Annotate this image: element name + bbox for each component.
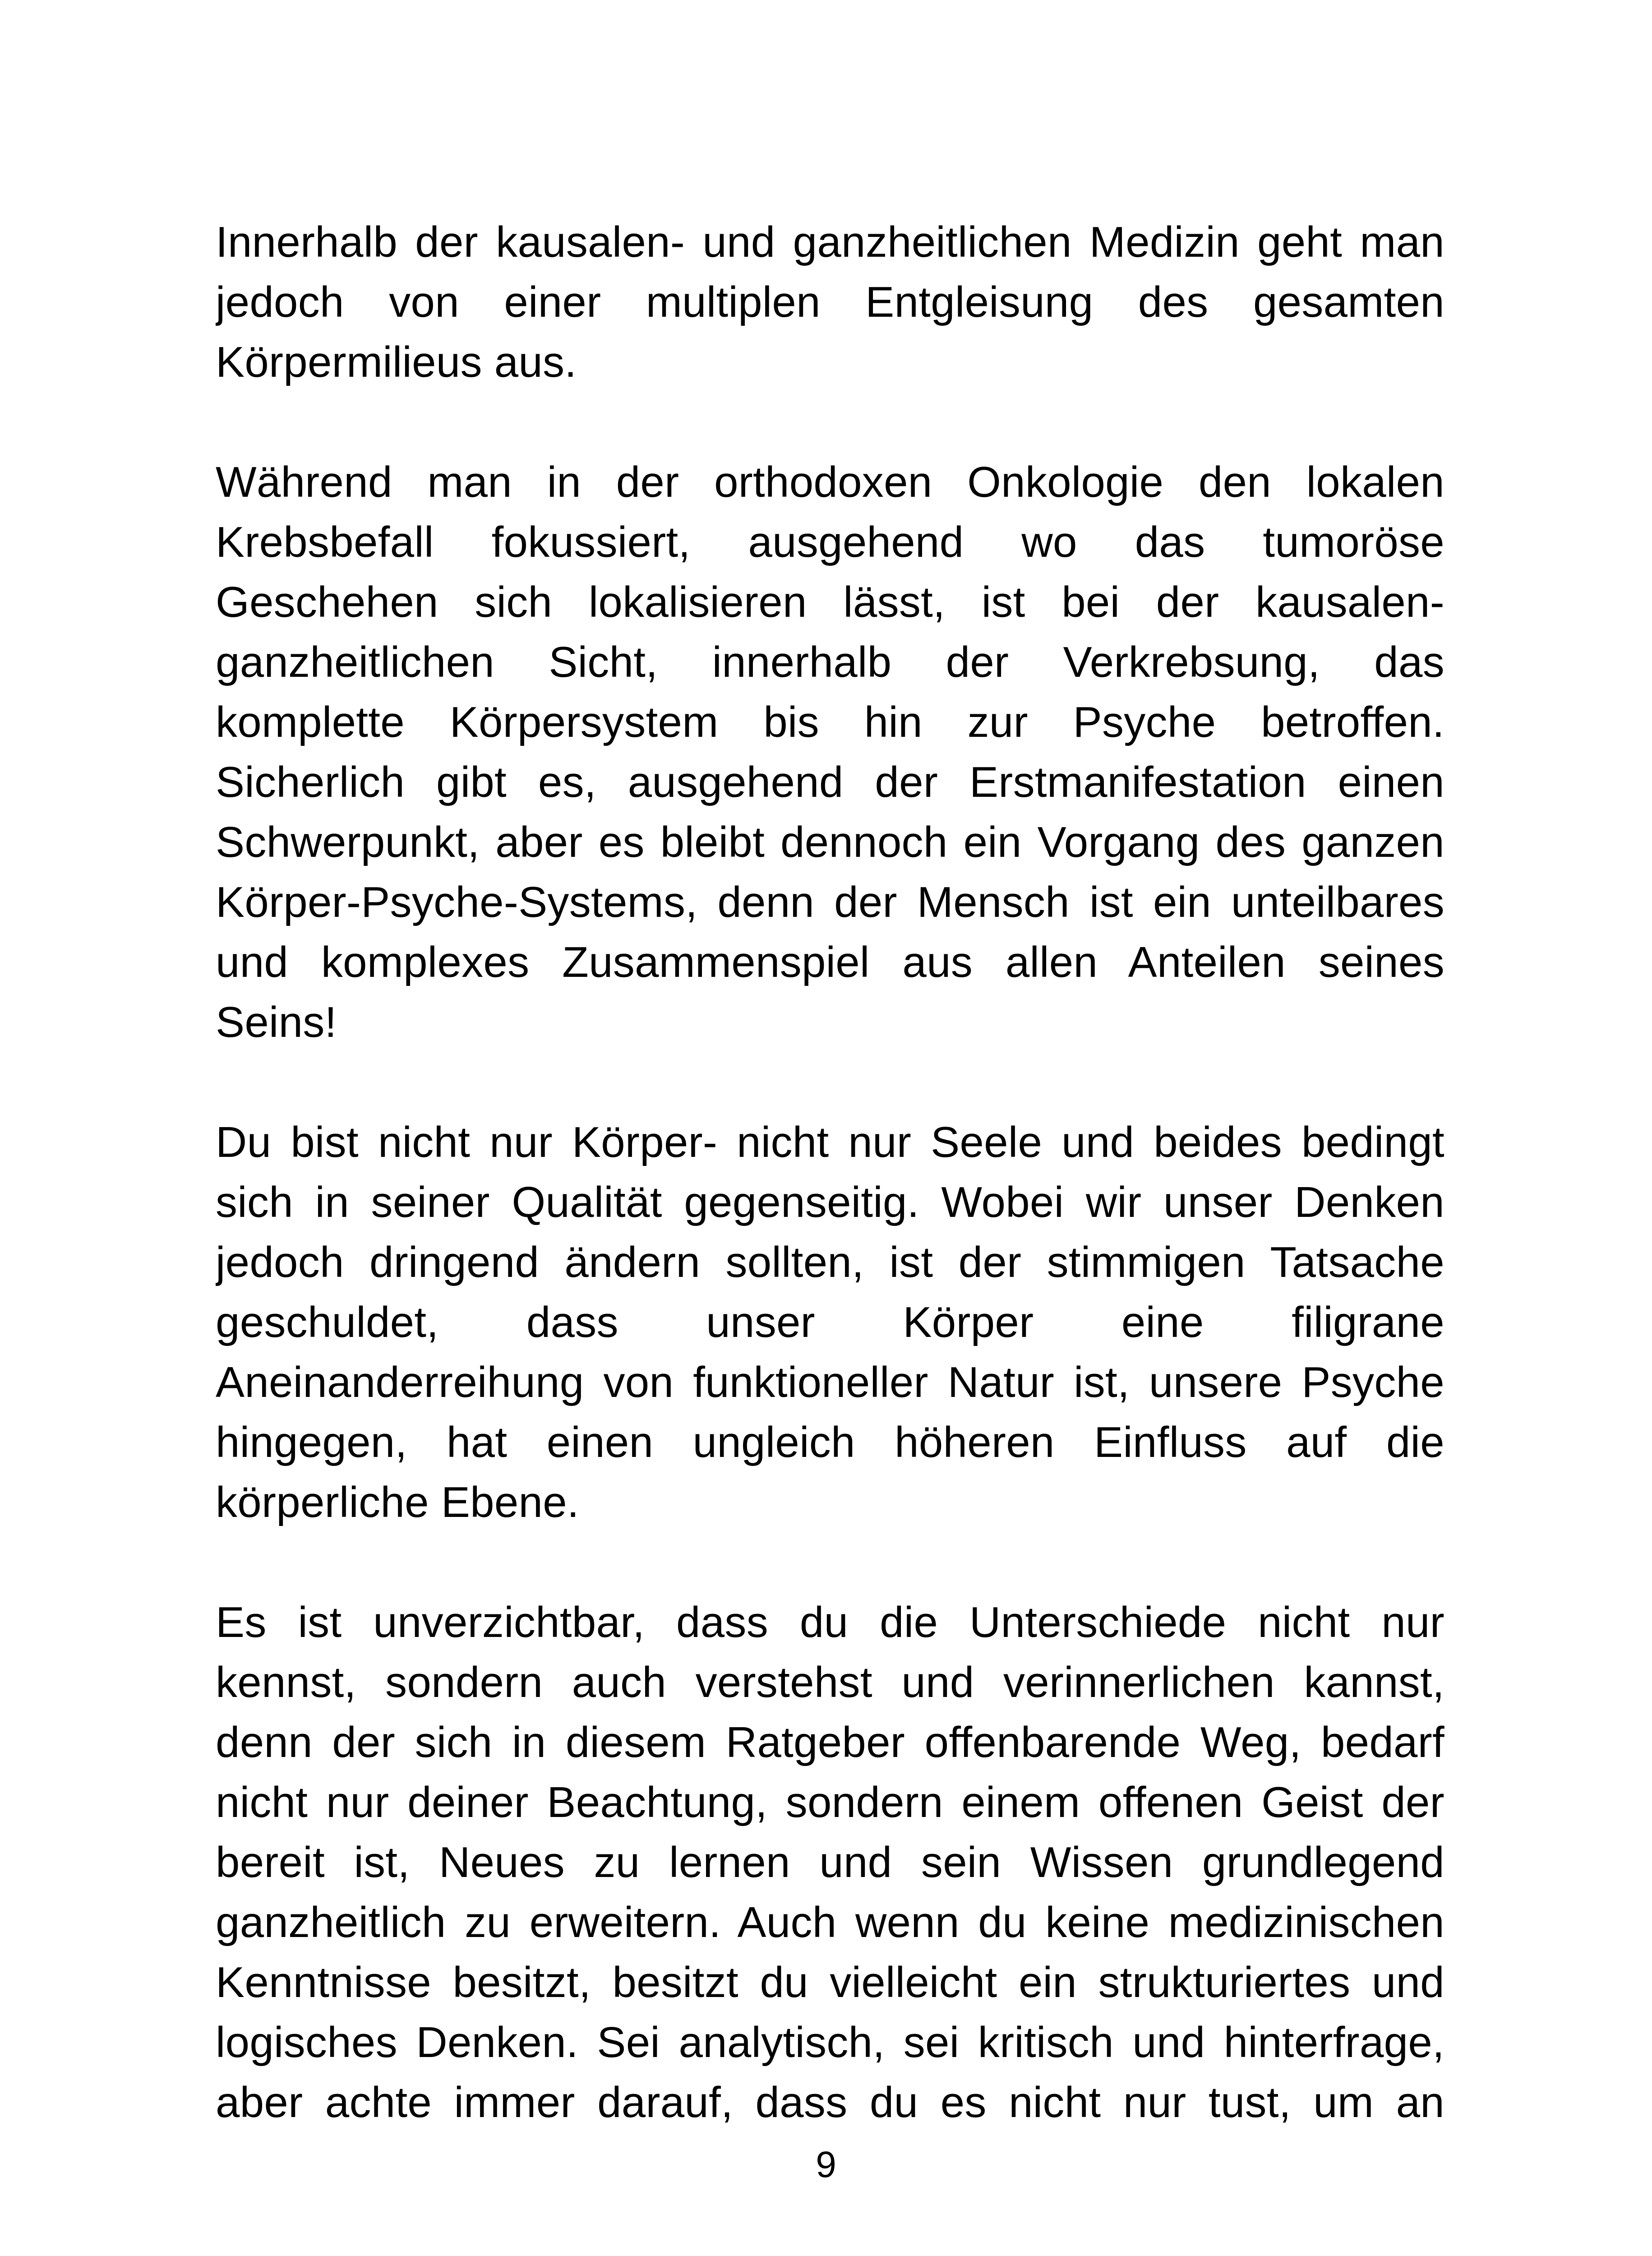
text-line: ganzheitlichen Sicht, innerhalb der Verkrebsung, das bbox=[216, 638, 1444, 686]
text-line: Innerhalb der kausalen- und ganzheitlichen Medizin geht man bbox=[216, 218, 1444, 266]
text-line: jedoch dringend ändern sollten, ist der stimmigen Tatsache bbox=[216, 1238, 1444, 1286]
text-line: Du bist nicht nur Körper- nicht nur Seele und beides bedingt bbox=[216, 1118, 1444, 1166]
text-line: jedoch von einer multiplen Entgleisung des gesamten bbox=[216, 278, 1444, 326]
text-line: Geschehen sich lokalisieren lässt, ist bei der kausalen- bbox=[216, 578, 1444, 626]
text-line: Es ist unverzichtbar, dass du die Unterschiede nicht nur bbox=[216, 1598, 1444, 1646]
text-line: Seins! bbox=[216, 998, 337, 1046]
text-line: sich in seiner Qualität gegenseitig. Wobei wir unser Denken bbox=[216, 1178, 1444, 1226]
text-line: nicht nur deiner Beachtung, sondern einem offenen Geist der bbox=[216, 1778, 1444, 1826]
text-line: Während man in der orthodoxen Onkologie den lokalen bbox=[216, 458, 1444, 506]
text-line: Schwerpunkt, aber es bleibt dennoch ein Vorgang des ganzen bbox=[216, 818, 1444, 866]
text-line: bereit ist, Neues zu lernen und sein Wissen grundlegend bbox=[216, 1838, 1444, 1886]
text-line: geschuldet, dass unser Körper eine filigrane bbox=[216, 1298, 1444, 1346]
paragraph-2 bbox=[216, 452, 1444, 1052]
text-line: Körpermilieus aus. bbox=[216, 338, 577, 386]
paragraph-3 bbox=[216, 1112, 1444, 1532]
paragraph-4 bbox=[216, 1592, 1444, 2132]
text-line: hingegen, hat einen ungleich höheren Einfluss auf die bbox=[216, 1418, 1444, 1466]
text-line: und komplexes Zusammenspiel aus allen Anteilen seines bbox=[216, 938, 1444, 986]
text-line: komplette Körpersystem bis hin zur Psyche betroffen. bbox=[216, 698, 1444, 746]
text-line: kennst, sondern auch verstehst und verinnerlichen kannst, bbox=[216, 1658, 1444, 1706]
page-number: 9 bbox=[816, 2144, 836, 2185]
text-line: Sicherlich gibt es, ausgehend der Erstmanifestation einen bbox=[216, 758, 1444, 806]
text-line: Krebsbefall fokussiert, ausgehend wo das tumoröse bbox=[216, 518, 1444, 566]
text-line: Aneinanderreihung von funktioneller Natur ist, unsere Psyche bbox=[216, 1358, 1444, 1406]
text-line: denn der sich in diesem Ratgeber offenbarende Weg, bedarf bbox=[216, 1718, 1444, 1766]
body-text bbox=[216, 212, 1444, 2192]
text-line: Körper-Psyche-Systems, denn der Mensch ist ein unteilbares bbox=[216, 878, 1444, 926]
text-line: ganzheitlich zu erweitern. Auch wenn du keine medizinischen bbox=[216, 1898, 1444, 1946]
text-line: Kenntnisse besitzt, besitzt du vielleicht ein strukturiertes und bbox=[216, 1958, 1444, 2006]
paragraph-1 bbox=[216, 212, 1444, 392]
text-line: aber achte immer darauf, dass du es nicht nur tust, um an bbox=[216, 2078, 1444, 2127]
text-line: logisches Denken. Sei analytisch, sei kritisch und hinterfrage, bbox=[216, 2018, 1444, 2066]
text-line: körperliche Ebene. bbox=[216, 1478, 579, 1526]
